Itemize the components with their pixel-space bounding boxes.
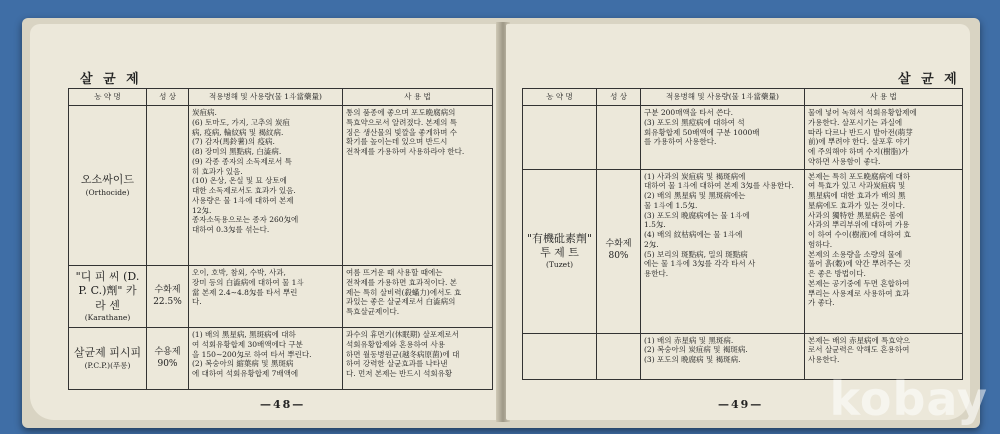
table-row xyxy=(69,106,493,266)
text-line: 장미 등의 白澁病에 대하여 물 1斗 xyxy=(192,277,304,287)
text-line: 대한 소독제로서도 효과가 있음. xyxy=(192,186,296,195)
text-line: 험하다. xyxy=(808,239,833,249)
pesticide-name-latin: (Karathane) xyxy=(84,313,131,323)
pesticide-name-cell xyxy=(523,333,597,379)
text-line: 석회유황합제와 혼용하여 사용 xyxy=(346,339,445,349)
text-line: 확기를 높이는데 있으며 반드시 xyxy=(346,137,448,147)
pesticide-name: "有機砒素劑" 투 제 트 xyxy=(526,231,593,260)
text-line: 炭疽病. xyxy=(192,108,217,117)
text-line: 대하여 0.3匁를 섞는다. xyxy=(192,225,270,234)
pesticide-name: 살균제 피시피 xyxy=(73,346,142,360)
text-line: (3) 포도의 黑痘病에 대하여 석 xyxy=(644,117,745,127)
watermark-logo: kobay xyxy=(829,372,988,426)
target-disease-cell xyxy=(189,266,343,328)
text-line: 當 본제 2.4∼4.8匁를 타서 뿌린 xyxy=(192,287,298,297)
text-line: 다. xyxy=(192,297,202,307)
text-line: 여 석회유황합제 30배액에다 구분 xyxy=(192,339,303,349)
usage-method-cell xyxy=(343,106,493,266)
text-line: 용한다. xyxy=(644,269,669,278)
text-line: 풀어 흙(穀)에 약간 뿌려주는 것 xyxy=(808,259,911,269)
pesticide-name-cell xyxy=(69,266,147,328)
text-line: (1) 배의 黑星病, 黑斑病에 대하 xyxy=(192,330,296,339)
text-line: 제는 특히 살비력(殺蟎力)에서도 효 xyxy=(346,287,462,297)
property-cell xyxy=(597,169,641,333)
text-line: (1) 배의 赤星病 및 黑斑病. xyxy=(644,335,734,345)
usage-method-cell xyxy=(805,169,963,333)
column-header: 적용병해 및 사용량(물 1斗當藥量) xyxy=(641,89,805,106)
pesticide-name: "디 피 씨 (D. P. C.)劑" 카 라 센 xyxy=(75,270,140,312)
property-text: 수화제 xyxy=(605,239,632,250)
text-line: (9) 각종 종자의 소독제로서 특 xyxy=(192,156,292,166)
text-line: 여름 뜨거운 때 사용할 때에는 xyxy=(346,268,443,277)
text-line: 구분 200매액을 타서 쓴다. xyxy=(644,108,734,117)
text-line: 따라 다르나 반드시 발아전(萌芽 xyxy=(808,127,913,137)
text-line: 病, 疫病, 輪紋病 및 褐紋病. xyxy=(192,127,284,137)
text-line: 前)에 뿌려야 한다. 살포후 야기 xyxy=(808,137,911,147)
text-line: 특효살균제이다. xyxy=(346,307,400,316)
property-cell xyxy=(147,266,189,328)
pesticide-table-left xyxy=(68,88,493,390)
text-line: 징은 생산물의 빛깔을 좋게하며 수 xyxy=(346,127,457,137)
pesticide-name-cell xyxy=(69,328,147,390)
text-line: 가 좋다. xyxy=(808,298,835,308)
right-page xyxy=(506,24,970,420)
text-line: 로서 살균력은 약해도 혼용하여 xyxy=(808,345,910,355)
text-line: 에는 물 1斗에 3匁를 각각 타서 사 xyxy=(644,259,756,269)
text-line: 본제는 공기중에 두면 혼합하여 xyxy=(808,278,910,288)
text-line: (3) 포도의 晩腐病 및 褐斑病. xyxy=(644,355,741,364)
text-line: 물 1斗에 1.5匁. xyxy=(644,200,698,210)
pesticide-name-latin: (P.C.P.)(푸롱) xyxy=(84,360,131,370)
text-line: 사과의 뿌리부위에 대하여 가용 xyxy=(808,220,910,230)
column-header: 성 상 xyxy=(597,89,641,106)
text-line: (3) 포도의 晩腐病에는 물 1斗에 xyxy=(644,210,750,220)
text-line: 星病에도 효과가 있는 것이다. xyxy=(808,200,905,210)
pesticide-name-latin: (Tuzet) xyxy=(545,260,574,270)
text-line: (6) 토마도, 가지, 고추의 炭疽 xyxy=(192,117,290,127)
text-line: 다. 먼저 본제는 반드시 석회유황 xyxy=(346,369,453,378)
text-line: 통의 품종에 좋으며 포도晩腐病의 xyxy=(346,108,456,117)
target-disease-cell xyxy=(189,106,343,266)
text-line: 사과의 獨特한 黑星病은 봄에 xyxy=(808,210,904,220)
target-disease-cell xyxy=(641,106,805,170)
text-line: 본제는 배의 赤星病에 특효약으 xyxy=(808,335,911,345)
pesticide-name-cell xyxy=(69,106,147,266)
left-page xyxy=(30,24,500,420)
table-row xyxy=(523,169,963,333)
running-head-left: 살 균 제 xyxy=(80,72,142,87)
text-line: 과수의 휴면기(休眠期) 살포제로서 xyxy=(346,330,459,339)
text-line: (7) 감자(馬鈴薯)의 疫病. xyxy=(192,137,275,147)
property-text: 수용제 xyxy=(154,346,181,357)
text-line: (10) 온상, 온실 및 묘 상토에 xyxy=(192,176,287,186)
target-disease-cell xyxy=(641,333,805,379)
table-row xyxy=(69,266,493,328)
column-header: 적용병해 및 사용량(물 1斗當藥量) xyxy=(189,89,343,106)
text-line: (2) 복숭아의 縮葉病 및 黑斑病 xyxy=(192,359,294,369)
text-line: 하면 월동병원균(越冬病原菌)에 대 xyxy=(346,349,460,359)
text-line: (4) 배의 紋枯病에는 물 1斗에 xyxy=(644,230,743,239)
table-header-row xyxy=(69,89,493,106)
text-line: 를 가용하여 사용한다. xyxy=(644,137,717,147)
text-line: 에 주의해야 하며 수지(樹脂)가 xyxy=(808,147,909,156)
column-header: 농 약 명 xyxy=(69,89,147,106)
property-text: 90% xyxy=(157,358,178,369)
text-line: 본제의 소용량을 소량의 물에 xyxy=(808,249,903,259)
text-line: 이 하여 수이(樹液)에 대하여 효 xyxy=(808,230,911,239)
text-line: 특효약으로서 알려졌다. 본제의 특 xyxy=(346,117,457,127)
text-line: 전착제를 가용하여 사용하라야 한다. xyxy=(346,147,465,156)
text-line: 여 특효가 있고 사과炭疽病 및 xyxy=(808,181,906,191)
pesticide-name-cell xyxy=(523,169,597,333)
pesticide-name: 오소싸이드 xyxy=(80,173,135,187)
text-line: (5) 보리의 斑點病, 밀의 斑點病 xyxy=(644,249,748,259)
column-header: 성 상 xyxy=(147,89,189,106)
target-disease-cell xyxy=(189,328,343,390)
property-cell xyxy=(147,328,189,390)
text-line: 과있는 좋은 살균제로서 白澁病의 xyxy=(346,297,456,307)
text-line: 12匁. xyxy=(192,205,212,215)
text-line: 본제는 특히 포도晩腐病에 대하 xyxy=(808,171,911,181)
text-line: (1) 사과의 炭疽病 및 褐斑病에 xyxy=(644,171,746,181)
text-line: 종자소독용으로는 종자 260匁에 xyxy=(192,215,299,225)
property-cell xyxy=(597,106,641,170)
text-line: (2) 배의 黑星病 및 黑斑病에는 xyxy=(644,191,746,200)
table-header-row xyxy=(523,89,963,106)
text-line: 을 150∼200匁로 하여 타서 뿌린다. xyxy=(192,349,312,359)
text-line: 약하면 사용함이 좋다. xyxy=(808,156,881,166)
text-line: (2) 복숭아의 炭疽病 및 褐斑病. xyxy=(644,345,748,355)
usage-method-cell xyxy=(805,106,963,170)
text-line: 대하여 물 1斗에 대하여 본제 3匁를 사용한다. xyxy=(644,181,794,191)
usage-method-cell xyxy=(343,266,493,328)
text-line: 사용량은 물 1斗에 대하여 본제 xyxy=(192,195,294,205)
running-head-right: 살 균 제 xyxy=(898,72,960,87)
text-line: 사용한다. xyxy=(808,355,840,364)
table-row xyxy=(523,106,963,170)
text-line: 전착제를 가용하면 효과적이다. 본 xyxy=(346,277,457,287)
text-line: 오이, 호박, 참외, 수박, 사과, xyxy=(192,268,286,277)
text-line: 2匁. xyxy=(644,239,659,249)
open-booklet xyxy=(22,18,980,428)
text-line: 뿌리는 사용제로 사용하여 효과 xyxy=(808,288,910,298)
usage-method-cell xyxy=(343,328,493,390)
text-line: 黑星病에 대한 효과가 배의 黑 xyxy=(808,191,906,200)
property-text: 80% xyxy=(608,251,629,261)
pesticide-table-right xyxy=(522,88,963,380)
property-cell xyxy=(597,333,641,379)
target-disease-cell xyxy=(641,169,805,333)
text-line: 회유황합제 50배액에 구분 1000배 xyxy=(644,127,760,137)
text-line: 은 좋은 방법이다. xyxy=(808,269,866,278)
pesticide-name-cell xyxy=(523,106,597,170)
text-line: 에 대하여 석회유황합제 7배액에 xyxy=(192,369,299,378)
page-number-left: —48— xyxy=(260,398,306,411)
table-row xyxy=(69,328,493,390)
text-line: (8) 장미의 黑點病, 白澁病. xyxy=(192,147,282,156)
text-line: 히 효과가 있음. xyxy=(192,166,243,176)
column-header: 사 용 법 xyxy=(805,89,963,106)
text-line: 가용한다. 살포시기는 과실에 xyxy=(808,117,903,127)
property-text: 22.5% xyxy=(153,296,182,307)
text-line: 물에 넣어 녹혀서 석회유황합제에 xyxy=(808,108,917,117)
column-header: 농 약 명 xyxy=(523,89,597,106)
text-line: 1.5匁. xyxy=(644,220,666,230)
pesticide-name-latin: (Orthocide) xyxy=(85,187,130,197)
property-text: 수화제 xyxy=(154,284,181,295)
text-line: 하여 강력한 살균효과를 나타낸 xyxy=(346,359,448,369)
property-cell xyxy=(147,106,189,266)
page-number-right: —49— xyxy=(718,398,764,411)
column-header: 사 용 법 xyxy=(343,89,493,106)
